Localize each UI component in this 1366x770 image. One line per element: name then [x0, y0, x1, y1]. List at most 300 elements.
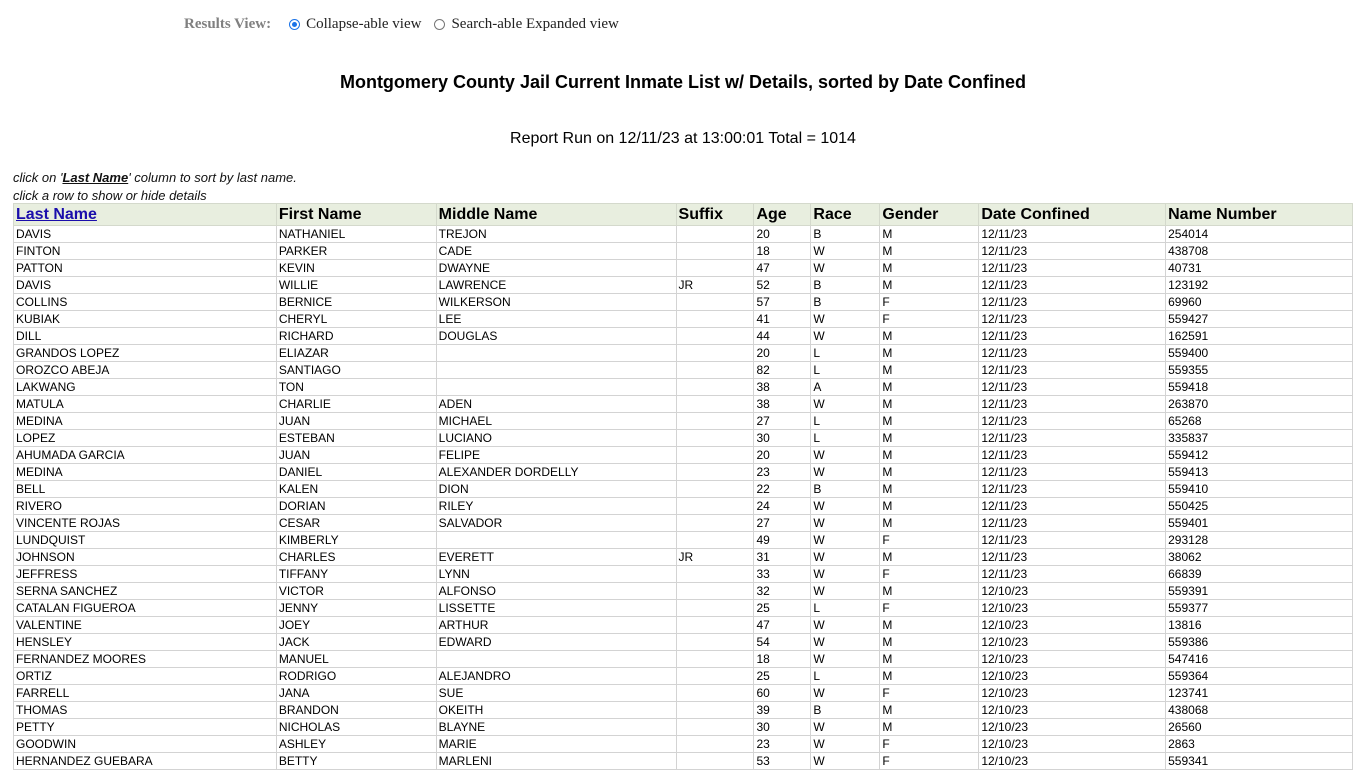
cell-age: 38 [754, 396, 811, 413]
cell-name-number: 438068 [1166, 702, 1353, 719]
results-view-selector [184, 16, 632, 33]
cell-age: 44 [754, 328, 811, 345]
cell-middle-name: TREJON [436, 226, 676, 243]
cell-name-number: 559377 [1166, 600, 1353, 617]
cell-last-name: GRANDOS LOPEZ [14, 345, 277, 362]
cell-name-number: 559412 [1166, 447, 1353, 464]
cell-age: 27 [754, 515, 811, 532]
cell-suffix [676, 328, 754, 345]
cell-name-number: 547416 [1166, 651, 1353, 668]
cell-age: 33 [754, 566, 811, 583]
cell-race: W [811, 549, 880, 566]
row-click-instruction: click a row to show or hide details [13, 188, 207, 203]
cell-first-name: PARKER [276, 243, 436, 260]
cell-last-name: RIVERO [14, 498, 277, 515]
cell-suffix [676, 362, 754, 379]
cell-middle-name: CADE [436, 243, 676, 260]
collapse-view-label: Collapse-able view [306, 16, 422, 32]
table-row[interactable] [14, 685, 1353, 702]
cell-date-confined: 12/10/23 [979, 685, 1166, 702]
table-row[interactable] [14, 260, 1353, 277]
cell-race: L [811, 600, 880, 617]
cell-suffix [676, 396, 754, 413]
cell-suffix [676, 566, 754, 583]
cell-date-confined: 12/10/23 [979, 753, 1166, 770]
cell-first-name: VICTOR [276, 583, 436, 600]
cell-gender: M [880, 668, 979, 685]
cell-age: 25 [754, 600, 811, 617]
cell-gender: M [880, 583, 979, 600]
cell-name-number: 559413 [1166, 464, 1353, 481]
cell-first-name: KALEN [276, 481, 436, 498]
cell-first-name: RODRIGO [276, 668, 436, 685]
cell-first-name: JOEY [276, 617, 436, 634]
expanded-view-label: Search-able Expanded view [451, 16, 619, 32]
cell-date-confined: 12/10/23 [979, 617, 1166, 634]
table-row[interactable] [14, 413, 1353, 430]
cell-age: 47 [754, 617, 811, 634]
cell-suffix [676, 515, 754, 532]
cell-gender: M [880, 226, 979, 243]
cell-first-name: CESAR [276, 515, 436, 532]
table-row[interactable] [14, 702, 1353, 719]
cell-last-name: MEDINA [14, 413, 277, 430]
col-gender: Gender [880, 204, 979, 226]
table-row[interactable] [14, 481, 1353, 498]
instruction-text: click on ' [13, 170, 63, 185]
cell-suffix [676, 481, 754, 498]
cell-last-name: AHUMADA GARCIA [14, 447, 277, 464]
cell-gender: F [880, 311, 979, 328]
radio-unchecked-icon[interactable] [434, 19, 445, 30]
cell-last-name: SERNA SANCHEZ [14, 583, 277, 600]
cell-date-confined: 12/10/23 [979, 634, 1166, 651]
cell-gender: F [880, 685, 979, 702]
cell-suffix [676, 685, 754, 702]
cell-first-name: NICHOLAS [276, 719, 436, 736]
sort-instruction [13, 169, 297, 187]
cell-name-number: 335837 [1166, 430, 1353, 447]
cell-first-name: TON [276, 379, 436, 396]
cell-gender: F [880, 532, 979, 549]
cell-last-name: HERNANDEZ GUEBARA [14, 753, 277, 770]
cell-date-confined: 12/11/23 [979, 260, 1166, 277]
cell-date-confined: 12/11/23 [979, 566, 1166, 583]
radio-checked-icon[interactable] [289, 19, 300, 30]
cell-name-number: 2863 [1166, 736, 1353, 753]
table-row[interactable] [14, 515, 1353, 532]
cell-race: W [811, 685, 880, 702]
table-row[interactable] [14, 277, 1353, 294]
cell-race: B [811, 294, 880, 311]
cell-suffix [676, 294, 754, 311]
cell-age: 18 [754, 243, 811, 260]
cell-age: 38 [754, 379, 811, 396]
cell-race: W [811, 311, 880, 328]
cell-date-confined: 12/11/23 [979, 362, 1166, 379]
cell-last-name: PATTON [14, 260, 277, 277]
cell-last-name: MEDINA [14, 464, 277, 481]
table-row[interactable] [14, 753, 1353, 770]
table-row[interactable] [14, 447, 1353, 464]
cell-age: 52 [754, 277, 811, 294]
cell-first-name: DORIAN [276, 498, 436, 515]
cell-suffix [676, 719, 754, 736]
cell-date-confined: 12/10/23 [979, 600, 1166, 617]
inmate-table [13, 203, 1353, 770]
cell-middle-name: DWAYNE [436, 260, 676, 277]
cell-date-confined: 12/11/23 [979, 294, 1166, 311]
cell-date-confined: 12/11/23 [979, 226, 1166, 243]
cell-middle-name: EVERETT [436, 549, 676, 566]
cell-suffix [676, 260, 754, 277]
col-age: Age [754, 204, 811, 226]
col-last-name[interactable] [14, 204, 277, 226]
cell-age: 24 [754, 498, 811, 515]
cell-name-number: 254014 [1166, 226, 1353, 243]
cell-middle-name: ALEXANDER DORDELLY [436, 464, 676, 481]
table-header-row [14, 204, 1353, 226]
cell-middle-name [436, 651, 676, 668]
cell-middle-name: EDWARD [436, 634, 676, 651]
cell-race: L [811, 362, 880, 379]
cell-name-number: 559341 [1166, 753, 1353, 770]
cell-name-number: 559355 [1166, 362, 1353, 379]
cell-last-name: JEFFRESS [14, 566, 277, 583]
cell-middle-name: SUE [436, 685, 676, 702]
collapse-view-option[interactable] [289, 16, 421, 33]
cell-last-name: DILL [14, 328, 277, 345]
cell-first-name: JUAN [276, 413, 436, 430]
cell-suffix [676, 583, 754, 600]
table-row[interactable] [14, 634, 1353, 651]
instruction-text: ' column to sort by last name. [128, 170, 297, 185]
table-row[interactable] [14, 345, 1353, 362]
cell-gender: F [880, 566, 979, 583]
instructions [13, 169, 297, 205]
cell-race: W [811, 464, 880, 481]
cell-name-number: 123192 [1166, 277, 1353, 294]
table-row[interactable] [14, 396, 1353, 413]
cell-date-confined: 12/11/23 [979, 311, 1166, 328]
cell-race: L [811, 345, 880, 362]
cell-age: 18 [754, 651, 811, 668]
cell-gender: M [880, 362, 979, 379]
cell-first-name: SANTIAGO [276, 362, 436, 379]
cell-suffix [676, 736, 754, 753]
cell-gender: M [880, 243, 979, 260]
cell-middle-name: FELIPE [436, 447, 676, 464]
cell-age: 25 [754, 668, 811, 685]
cell-date-confined: 12/11/23 [979, 396, 1166, 413]
cell-middle-name: BLAYNE [436, 719, 676, 736]
cell-last-name: LAKWANG [14, 379, 277, 396]
cell-middle-name: RILEY [436, 498, 676, 515]
table-row[interactable] [14, 226, 1353, 243]
cell-suffix [676, 668, 754, 685]
cell-age: 53 [754, 753, 811, 770]
cell-suffix [676, 413, 754, 430]
cell-suffix: JR [676, 549, 754, 566]
cell-race: A [811, 379, 880, 396]
cell-date-confined: 12/11/23 [979, 345, 1166, 362]
table-row[interactable] [14, 736, 1353, 753]
cell-gender: M [880, 345, 979, 362]
cell-last-name: CATALAN FIGUEROA [14, 600, 277, 617]
sort-last-name-link[interactable]: Last Name [16, 205, 97, 223]
cell-middle-name: OKEITH [436, 702, 676, 719]
cell-first-name: KEVIN [276, 260, 436, 277]
cell-middle-name [436, 532, 676, 549]
cell-last-name: COLLINS [14, 294, 277, 311]
cell-name-number: 559391 [1166, 583, 1353, 600]
cell-suffix [676, 651, 754, 668]
cell-suffix [676, 600, 754, 617]
cell-name-number: 65268 [1166, 413, 1353, 430]
cell-name-number: 26560 [1166, 719, 1353, 736]
cell-first-name: KIMBERLY [276, 532, 436, 549]
cell-gender: M [880, 481, 979, 498]
table-row[interactable] [14, 583, 1353, 600]
cell-race: W [811, 651, 880, 668]
cell-middle-name [436, 379, 676, 396]
cell-gender: M [880, 719, 979, 736]
cell-last-name: FARRELL [14, 685, 277, 702]
cell-last-name: OROZCO ABEJA [14, 362, 277, 379]
cell-date-confined: 12/11/23 [979, 498, 1166, 515]
cell-middle-name: SALVADOR [436, 515, 676, 532]
table-row[interactable] [14, 566, 1353, 583]
cell-suffix [676, 498, 754, 515]
cell-middle-name: LISSETTE [436, 600, 676, 617]
cell-age: 32 [754, 583, 811, 600]
table-row[interactable] [14, 379, 1353, 396]
cell-middle-name: LUCIANO [436, 430, 676, 447]
table-row[interactable] [14, 243, 1353, 260]
cell-middle-name: LEE [436, 311, 676, 328]
cell-age: 20 [754, 447, 811, 464]
cell-name-number: 69960 [1166, 294, 1353, 311]
cell-gender: M [880, 260, 979, 277]
cell-race: W [811, 498, 880, 515]
cell-age: 54 [754, 634, 811, 651]
cell-date-confined: 12/10/23 [979, 651, 1166, 668]
cell-suffix [676, 243, 754, 260]
cell-suffix [676, 464, 754, 481]
cell-date-confined: 12/10/23 [979, 583, 1166, 600]
cell-middle-name: ALFONSO [436, 583, 676, 600]
col-date-confined: Date Confined [979, 204, 1166, 226]
cell-first-name: JENNY [276, 600, 436, 617]
cell-name-number: 438708 [1166, 243, 1353, 260]
cell-gender: F [880, 600, 979, 617]
col-suffix: Suffix [676, 204, 754, 226]
cell-middle-name: DOUGLAS [436, 328, 676, 345]
cell-last-name: VINCENTE ROJAS [14, 515, 277, 532]
cell-gender: M [880, 396, 979, 413]
report-run-info: Report Run on 12/11/23 at 13:00:01 Total = 1014 [510, 130, 856, 147]
cell-date-confined: 12/11/23 [979, 413, 1166, 430]
table-row[interactable] [14, 600, 1353, 617]
table-row[interactable] [14, 311, 1353, 328]
cell-first-name: TIFFANY [276, 566, 436, 583]
cell-last-name: BELL [14, 481, 277, 498]
table-row[interactable] [14, 464, 1353, 481]
table-row[interactable] [14, 719, 1353, 736]
cell-name-number: 559400 [1166, 345, 1353, 362]
cell-race: W [811, 753, 880, 770]
cell-suffix [676, 753, 754, 770]
cell-first-name: RICHARD [276, 328, 436, 345]
cell-gender: M [880, 549, 979, 566]
cell-gender: M [880, 617, 979, 634]
cell-race: B [811, 481, 880, 498]
cell-last-name: DAVIS [14, 226, 277, 243]
cell-gender: M [880, 702, 979, 719]
cell-middle-name: LAWRENCE [436, 277, 676, 294]
cell-middle-name: LYNN [436, 566, 676, 583]
cell-name-number: 40731 [1166, 260, 1353, 277]
cell-name-number: 559386 [1166, 634, 1353, 651]
cell-suffix [676, 345, 754, 362]
cell-name-number: 123741 [1166, 685, 1353, 702]
table-row[interactable] [14, 328, 1353, 345]
cell-date-confined: 12/10/23 [979, 719, 1166, 736]
cell-middle-name: ARTHUR [436, 617, 676, 634]
cell-race: B [811, 226, 880, 243]
cell-age: 23 [754, 736, 811, 753]
col-first-name: First Name [276, 204, 436, 226]
table-row[interactable] [14, 430, 1353, 447]
cell-date-confined: 12/11/23 [979, 379, 1166, 396]
cell-age: 31 [754, 549, 811, 566]
cell-name-number: 559427 [1166, 311, 1353, 328]
cell-first-name: JACK [276, 634, 436, 651]
cell-date-confined: 12/11/23 [979, 515, 1166, 532]
cell-first-name: BRANDON [276, 702, 436, 719]
cell-age: 41 [754, 311, 811, 328]
cell-gender: F [880, 294, 979, 311]
cell-race: W [811, 243, 880, 260]
cell-last-name: JOHNSON [14, 549, 277, 566]
cell-middle-name: MICHAEL [436, 413, 676, 430]
cell-first-name: ASHLEY [276, 736, 436, 753]
cell-last-name: DAVIS [14, 277, 277, 294]
cell-gender: M [880, 515, 979, 532]
cell-name-number: 559364 [1166, 668, 1353, 685]
table-row[interactable] [14, 498, 1353, 515]
cell-age: 20 [754, 345, 811, 362]
cell-first-name: ELIAZAR [276, 345, 436, 362]
table-row[interactable] [14, 294, 1353, 311]
cell-name-number: 162591 [1166, 328, 1353, 345]
cell-last-name: GOODWIN [14, 736, 277, 753]
cell-gender: M [880, 464, 979, 481]
cell-date-confined: 12/11/23 [979, 532, 1166, 549]
cell-age: 22 [754, 481, 811, 498]
cell-middle-name: WILKERSON [436, 294, 676, 311]
cell-middle-name: MARIE [436, 736, 676, 753]
cell-age: 57 [754, 294, 811, 311]
cell-date-confined: 12/11/23 [979, 430, 1166, 447]
cell-date-confined: 12/10/23 [979, 702, 1166, 719]
cell-race: W [811, 634, 880, 651]
col-middle-name: Middle Name [436, 204, 676, 226]
cell-first-name: CHERYL [276, 311, 436, 328]
cell-suffix [676, 311, 754, 328]
cell-age: 23 [754, 464, 811, 481]
cell-date-confined: 12/11/23 [979, 277, 1166, 294]
cell-name-number: 559410 [1166, 481, 1353, 498]
cell-first-name: DANIEL [276, 464, 436, 481]
cell-middle-name: DION [436, 481, 676, 498]
cell-age: 30 [754, 719, 811, 736]
cell-suffix [676, 226, 754, 243]
cell-age: 82 [754, 362, 811, 379]
cell-suffix [676, 532, 754, 549]
cell-gender: M [880, 277, 979, 294]
cell-last-name: HENSLEY [14, 634, 277, 651]
cell-gender: F [880, 753, 979, 770]
cell-suffix [676, 430, 754, 447]
cell-suffix [676, 702, 754, 719]
cell-last-name: VALENTINE [14, 617, 277, 634]
cell-name-number: 550425 [1166, 498, 1353, 515]
cell-first-name: WILLIE [276, 277, 436, 294]
cell-last-name: MATULA [14, 396, 277, 413]
cell-suffix [676, 634, 754, 651]
cell-race: W [811, 719, 880, 736]
expanded-view-option[interactable] [434, 16, 618, 33]
cell-suffix [676, 379, 754, 396]
cell-race: B [811, 702, 880, 719]
cell-race: W [811, 617, 880, 634]
col-name-number: Name Number [1166, 204, 1353, 226]
cell-race: W [811, 515, 880, 532]
cell-gender: M [880, 328, 979, 345]
cell-first-name: CHARLES [276, 549, 436, 566]
cell-date-confined: 12/11/23 [979, 447, 1166, 464]
cell-gender: M [880, 430, 979, 447]
table-row[interactable] [14, 617, 1353, 634]
table-row[interactable] [14, 532, 1353, 549]
cell-race: W [811, 260, 880, 277]
cell-gender: F [880, 736, 979, 753]
cell-race: W [811, 583, 880, 600]
cell-name-number: 293128 [1166, 532, 1353, 549]
table-row[interactable] [14, 651, 1353, 668]
table-row[interactable] [14, 362, 1353, 379]
table-row[interactable] [14, 549, 1353, 566]
cell-gender: M [880, 379, 979, 396]
cell-name-number: 559418 [1166, 379, 1353, 396]
cell-race: L [811, 413, 880, 430]
cell-name-number: 559401 [1166, 515, 1353, 532]
cell-middle-name: MARLENI [436, 753, 676, 770]
cell-age: 20 [754, 226, 811, 243]
cell-last-name: LOPEZ [14, 430, 277, 447]
cell-middle-name: ALEJANDRO [436, 668, 676, 685]
cell-date-confined: 12/11/23 [979, 243, 1166, 260]
cell-race: W [811, 396, 880, 413]
cell-race: W [811, 447, 880, 464]
cell-gender: M [880, 413, 979, 430]
cell-suffix: JR [676, 277, 754, 294]
table-row[interactable] [14, 668, 1353, 685]
cell-last-name: FINTON [14, 243, 277, 260]
table-body [14, 226, 1353, 770]
cell-name-number: 38062 [1166, 549, 1353, 566]
